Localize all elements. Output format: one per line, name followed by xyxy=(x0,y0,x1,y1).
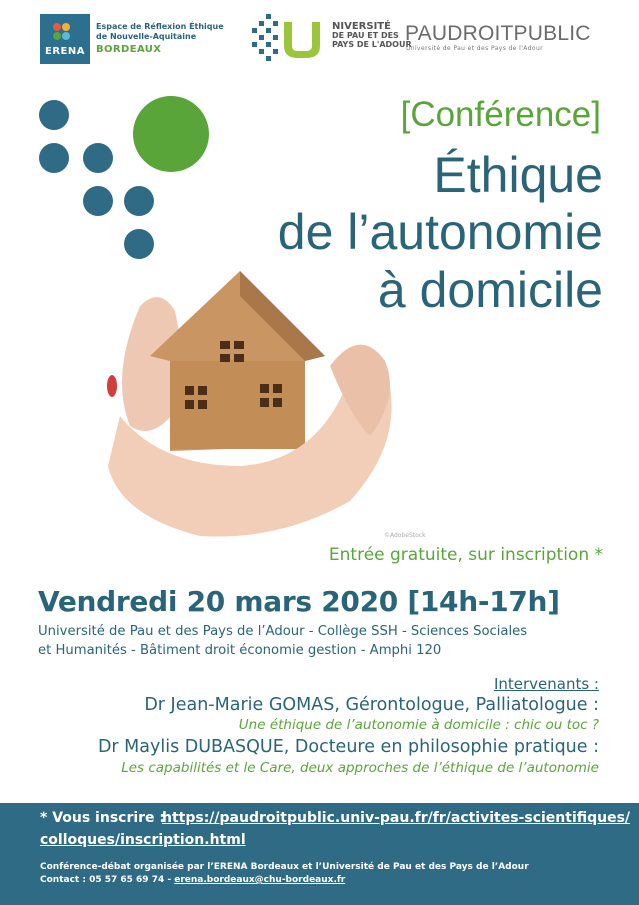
register-label: * Vous inscrire : xyxy=(40,810,166,826)
erena-logo-text xyxy=(96,22,224,42)
hands-holding-house-image xyxy=(100,266,442,544)
speaker-1-name: Dr Jean-Marie GOMAS, Gérontologue, Palliatologue : xyxy=(144,695,599,715)
decorative-circles xyxy=(36,96,216,266)
erena-line2: de Nouvelle-Aquitaine xyxy=(96,32,197,41)
erena-city: BORDEAUX xyxy=(96,44,162,55)
university-logo-text xyxy=(332,22,412,49)
event-location xyxy=(38,622,527,660)
title-line-2: de l’autonomie xyxy=(277,204,603,260)
contact-label: Contact : 05 57 65 69 74 - xyxy=(40,875,175,885)
conference-label: [Conférence] xyxy=(400,95,601,134)
speaker-1-talk: Une éthique de l’autonomie à domicile : chic ou toc ? xyxy=(238,717,599,733)
speaker-2-talk: Les capabilités et le Care, deux approches de l’éthique de l’autonomie xyxy=(121,760,599,776)
photo-credit: ©AdobeStock xyxy=(384,532,426,539)
erena-logo xyxy=(40,14,90,64)
speaker-2-name: Dr Maylis DUBASQUE, Docteure en philosophie pratique : xyxy=(97,737,599,757)
erena-line1: Espace de Réflexion Éthique xyxy=(96,22,224,31)
speakers-heading: Intervenants : xyxy=(493,675,599,693)
erena-dots-icon xyxy=(51,21,79,43)
register-link[interactable]: https://paudroitpublic.univ-pau.fr/fr/activites-scientifiques/ xyxy=(162,810,631,826)
paudroitpublic-subtitle: Université de Pau et des Pays de l'Adour xyxy=(406,45,544,52)
univ-line1: NIVERSITÉ xyxy=(332,21,391,32)
event-date: Vendredi 20 mars 2020 [14h-17h] xyxy=(38,585,560,618)
organizer-note: Conférence-débat organisée par l’ERENA Bordeaux et l’Université de Pau et des Pays de l’Adour xyxy=(40,862,529,872)
title-line-3: à domicile xyxy=(377,262,603,318)
univ-line3: PAYS DE L'ADOUR xyxy=(332,40,412,49)
paudroitpublic-logo: PAUDROITPUBLIC xyxy=(405,22,591,45)
univ-line2: DE PAU ET DES xyxy=(332,31,399,40)
title-line-1: Éthique xyxy=(433,147,603,203)
entry-info: Entrée gratuite, sur inscription * xyxy=(328,545,603,565)
register-link-continued[interactable]: colloques/inscription.html xyxy=(40,832,246,848)
contact-email-link[interactable]: erena.bordeaux@chu-bordeaux.fr xyxy=(174,875,346,885)
erena-logo-name: ERENA xyxy=(45,46,85,57)
location-line-1: Université de Pau et des Pays de l’Adour - Collège SSH - Sciences Sociales xyxy=(38,624,528,639)
location-line-2: et Humanités - Bâtiment droit économie gestion - Amphi 120 xyxy=(38,643,442,658)
contact-line xyxy=(40,875,345,885)
